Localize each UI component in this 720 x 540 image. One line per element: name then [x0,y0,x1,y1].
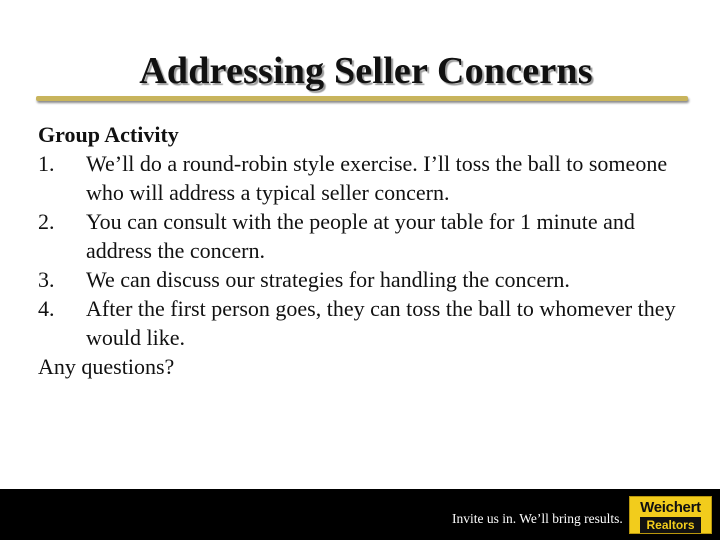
list-item-text: We’ll do a round-robin style exercise. I’ll toss the ball to someone who will address a typical seller concern. [86,151,668,205]
slide-body [38,120,698,381]
logo-subtitle: Realtors [640,517,700,533]
brand-logo [629,496,712,534]
activity-heading: Group Activity [38,122,179,147]
list-item-text: We can discuss our strategies for handling the concern. [86,267,570,292]
footer-bar [0,489,720,540]
list-item [38,207,698,265]
title-underline-rule [36,96,688,101]
list-item-number: 1. [38,151,55,176]
logo-wordmark: Weichert [640,499,701,516]
list-item-number: 3. [38,267,55,292]
list-item-number: 2. [38,209,55,234]
list-item-text: You can consult with the people at your table for 1 minute and address the concern. [86,209,635,263]
footer-tagline: Invite us in. We’ll bring results. [452,511,623,526]
closing-question: Any questions? [38,354,175,379]
list-item-number: 4. [38,296,55,321]
list-item [38,265,698,294]
list-item-text: After the first person goes, they can toss the ball to whomever they would like. [86,296,676,350]
list-item [38,149,698,207]
list-item [38,294,698,352]
slide-title: Addressing Seller Concerns [139,50,593,92]
